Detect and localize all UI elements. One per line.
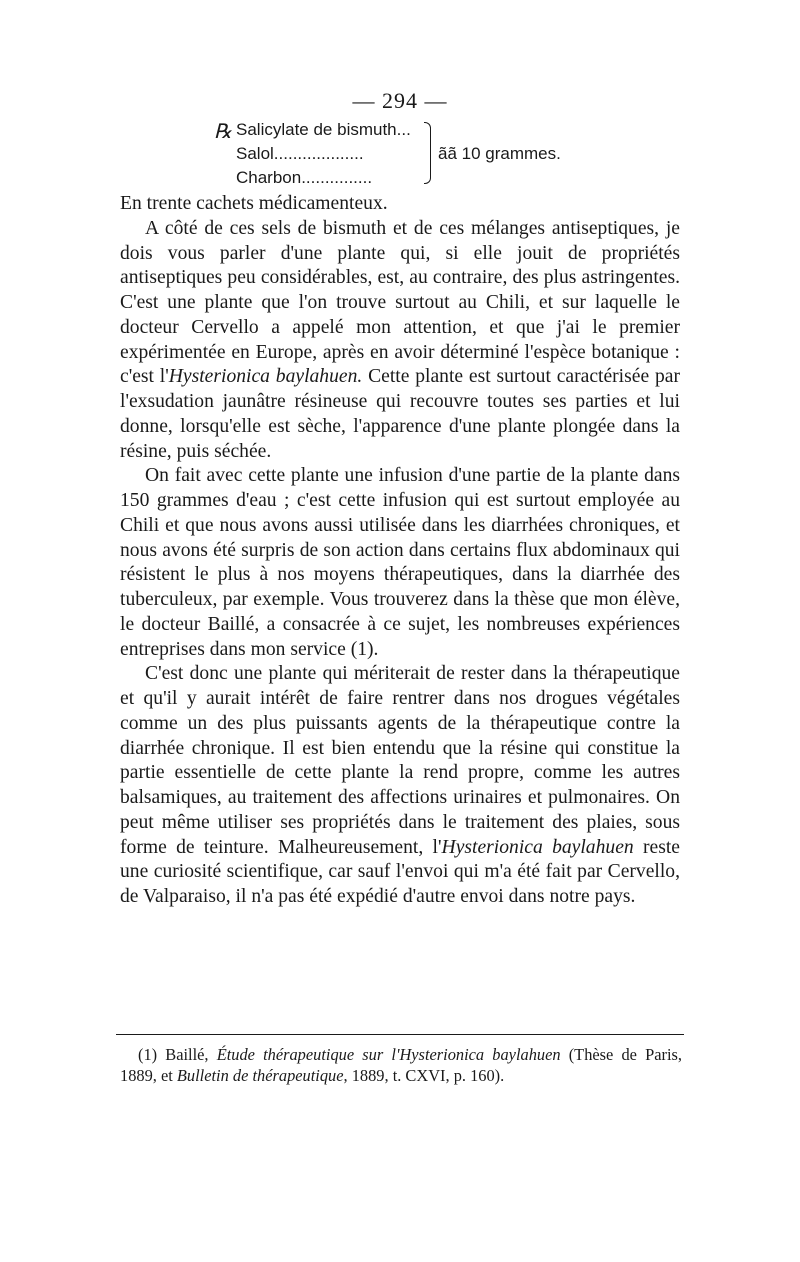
paragraph-text: C'est donc une plante qui mériterait de rester dans la thérapeutique et qu'il y aurait intérêt de faire rentrer dans nos drogues végétales comme un des plus puissants agents de la thérapeutique contre la diarrhée chronique. Il est bien entendu que la résine qui constitue la partie essentielle de cette plante la rend propre, comme les autres balsamiques, au traitement des affections urinaires et pulmonaires. On peut même utiliser ses propriétés dans le traitement des plaies, sous forme de teinture. Malheureusement, l' (120, 663, 680, 858)
paragraph-text: Cette plante est surtout caractérisée par l'exsudation jaunâtre résineuse qui recouvre toutes ses parties et lui donne, lorsqu'elle est sèche, l'apparence d'une plante plongée dans la résine, puis séchée. (120, 366, 680, 462)
footnote-part: (1) Baillé, (138, 1045, 217, 1064)
species-name: Hysterionica baylahuen (441, 836, 634, 858)
body-text (120, 192, 680, 910)
paragraph-therapeutic-value (120, 662, 680, 910)
footnote-journal: Bulletin de thérapeutique (176, 1066, 344, 1085)
footnote-part: , 1889, t. CXVI, p. 160). (343, 1066, 505, 1085)
footnote-part: (Thèse de Paris, 1889, et (120, 1045, 682, 1085)
footnote (120, 1044, 682, 1086)
species-name: Hysterionica baylahuen. (168, 366, 363, 388)
prescription-formula (214, 118, 634, 190)
right-brace (424, 122, 431, 184)
dose-label: ãã 10 grammes. (438, 144, 561, 163)
recipe-symbol-icon: ℞ (214, 121, 232, 143)
paragraph-cachets: En trente cachets médicamenteux. (120, 193, 388, 214)
footnote-title: Étude thérapeutique sur l'Hysterionica baylahuen (216, 1045, 561, 1064)
page-number: — 294 — (352, 88, 448, 113)
paragraph-infusion: On fait avec cette plante une infusion d'une partie de la plante dans 150 grammes d'eau ; c'est cette infusion qui est surtout employée au Chili et que nous avons aussi utilisée dans les diarrhées chroniques, et nous avons été surpris de son action dans certains flux abdominaux qui résistent le plus à nos moyens thérapeutiques, dans la diarrhée des tuberculeux, par exemple. Vous trouverez dans la thèse que mon élève, le docteur Baillé, a consacrée à ce sujet, les nombreuses expériences entreprises dans mon service (1). (120, 465, 680, 660)
footnote-divider (116, 1034, 684, 1035)
ingredient-salicylate: Salicylate de bismuth... (236, 120, 411, 139)
paragraph-text: reste une curiosité scientifique, car sauf l'envoi qui m'a été fait par Cervello, de Valparaiso, il n'a pas été expédié d'autre envoi dans notre pays. (120, 836, 681, 907)
ingredient-charbon: Charbon............... (236, 168, 373, 187)
ingredient-salol: Salol................... (236, 144, 364, 163)
paragraph-text: A côté de ces sels de bismuth et de ces mélanges antiseptiques, je dois vous parler d'une plante qui, si elle jouit de propriétés antiseptiques peu considérables, est, au contraire, des plus astringentes. C'est une plante que l'on trouve surtout au Chili, et sur laquelle le docteur Cervello a appelé mon attention, et que j'ai le premier expérimentée en Europe, après en avoir déterminé l'espèce botanique : c'est l' (120, 217, 680, 388)
paragraph-hysterionica-intro (120, 217, 680, 465)
footnote-text (120, 1044, 682, 1086)
